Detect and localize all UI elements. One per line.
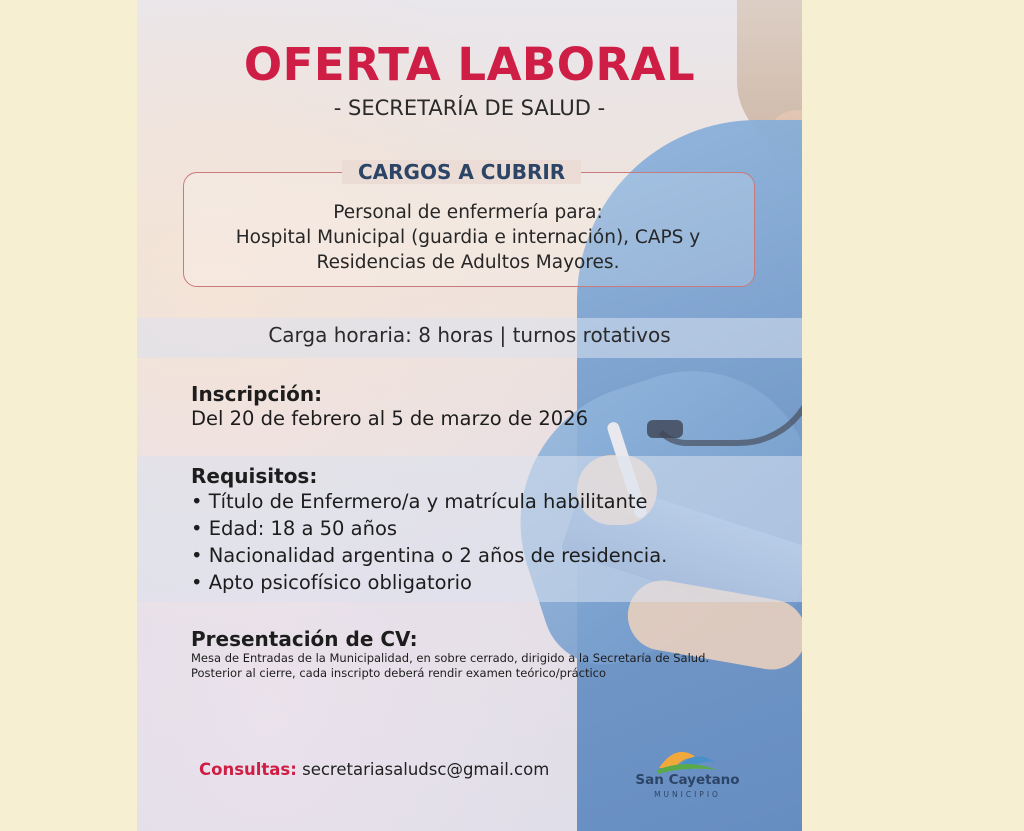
requisito-item: • Nacionalidad argentina o 2 años de residencia. [191,544,668,567]
consultas-label: Consultas: [199,760,297,779]
cargos-line: Residencias de Adultos Mayores. [316,252,620,273]
poster-title: OFERTA LABORAL [243,38,696,91]
inscripcion-dates: Del 20 de febrero al 5 de marzo de 2026 [191,407,589,430]
requisitos-heading: Requisitos: [191,464,318,488]
carga-horaria: Carga horaria: 8 horas | turnos rotativos [268,323,671,347]
cargos-line: Hospital Municipal (guardia e internación), CAPS y [235,227,701,248]
logo-subtitle: MUNICIPIO [654,790,721,799]
stethoscope-head-icon [647,420,683,438]
job-offer-poster [137,0,802,831]
consultas-email[interactable]: secretariasaludsc@gmail.com [302,760,550,779]
presentacion-line: Posterior al cierre, cada inscripto deberá rendir examen teórico/práctico [191,666,607,680]
consultas-line [199,760,549,779]
inscripcion-heading: Inscripción: [191,382,323,406]
cargos-heading: CARGOS A CUBRIR [342,160,581,184]
cargos-line: Personal de enfermería para: [333,202,603,223]
requisito-item: • Apto psicofísico obligatorio [191,571,472,594]
requisito-item: • Título de Enfermero/a y matrícula habilitante [191,490,648,513]
presentacion-line: Mesa de Entradas de la Municipalidad, en sobre cerrado, dirigido a la Secretaría de Salud. [191,651,710,665]
presentacion-heading: Presentación de CV: [191,627,418,651]
cargos-description [183,200,753,275]
poster-subtitle: - SECRETARÍA DE SALUD - [333,96,606,120]
logo-name: San Cayetano [635,772,740,788]
requisito-item: • Edad: 18 a 50 años [191,517,398,540]
